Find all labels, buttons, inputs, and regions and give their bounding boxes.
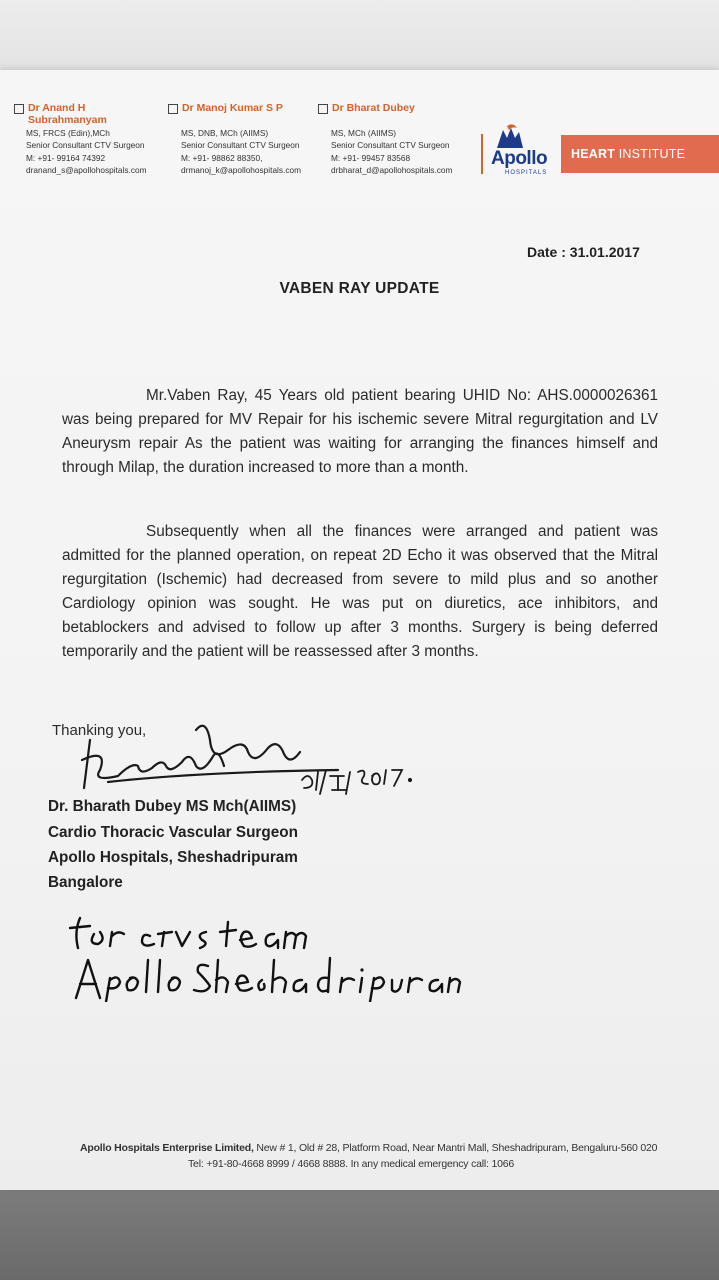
signatory-title: Cardio Thoracic Vascular Surgeon — [48, 824, 298, 841]
footer-address-text: New # 1, Old # 28, Platform Road, Near Mantri Mall, Sheshadripuram, Bengaluru-560 020 — [253, 1142, 658, 1154]
doctor-role: Senior Consultant CTV Surgeon — [26, 140, 145, 151]
doctor-email: drbharat_d@apollohospitals.com — [331, 165, 453, 176]
background-bottom — [0, 1185, 719, 1280]
footer-company: Apollo Hospitals Enterprise Limited, — [80, 1142, 254, 1154]
doctor-email: dranand_s@apollohospitals.com — [26, 165, 147, 176]
letter-date: Date : 31.01.2017 — [527, 244, 640, 260]
body-paragraph-2 — [62, 520, 658, 664]
checkbox-icon — [168, 104, 178, 114]
checkbox-icon — [14, 104, 24, 114]
logo-subtext: HOSPITALS — [505, 170, 548, 176]
handwritten-signature — [78, 710, 438, 800]
body-paragraph-1 — [62, 384, 658, 480]
doctor-phone: M: +91- 99164 74392 — [26, 152, 106, 163]
doctor-block-2 — [168, 102, 318, 176]
institute-rest: INSTITUTE — [615, 147, 686, 161]
signatory-city: Bangalore — [48, 874, 123, 891]
doctor-name: Dr Manoj Kumar S P — [182, 102, 283, 114]
logo-divider — [481, 134, 483, 174]
letter-page — [0, 70, 719, 1190]
background-top — [0, 0, 719, 80]
doctor-qualification: MS, DNB, MCh (AIIMS) — [181, 128, 269, 138]
doctor-role: Senior Consultant CTV Surgeon — [181, 140, 300, 151]
doctor-name: Dr Bharat Dubey — [332, 102, 415, 114]
closing-salutation: Thanking you, — [52, 722, 147, 739]
signatory-name: Dr. Bharath Dubey MS Mch(AIIMS) — [48, 798, 297, 815]
doctor-name-line2: Subrahmanyam — [28, 114, 107, 126]
signatory-hospital: Apollo Hospitals, Sheshadripuram — [48, 849, 298, 866]
doctor-phone: M: +91- 99457 83568 — [331, 152, 411, 163]
doctor-qualification: MS, FRCS (Edin),MCh — [26, 128, 110, 138]
letter-title: VABEN RAY UPDATE — [279, 280, 440, 297]
doctor-block-3 — [318, 102, 468, 176]
footer-address — [80, 1142, 657, 1154]
apollo-emblem-icon — [493, 124, 527, 150]
paragraph-text: Mr.Vaben Ray, 45 Years old patient bearing UHID No: AHS.0000026361 was being prepared for MV Repair for his ischemic severe Mitral regurgitation and LV Aneurysm repair As the patient was waiting for arranging the finances himself and through Milap, the duration increased to more than a month. — [62, 387, 658, 476]
institute-strong: HEART — [571, 147, 616, 161]
apollo-logo — [481, 124, 561, 180]
doctor-phone: M: +91- 98862 88350, — [181, 152, 263, 163]
checkbox-icon — [318, 104, 328, 114]
handwritten-note — [66, 902, 466, 1002]
heart-institute-banner — [561, 135, 719, 173]
paragraph-text: Subsequently when all the finances were arranged and patient was admitted for the planned operation, on repeat 2D Echo it was observed that the Mitral regurgitation (Ischemic) had decreased from severe to mild plus and so another Cardiology opinion was sought. He was put on diuretics, ace inhibitors, and betablockers and advised to follow up after 3 months. Surgery is being deferred temporarily and the patient will be reassessed after 3 months. — [62, 523, 658, 660]
footer-phone: Tel: +91-80-4668 8999 / 4668 8888. In any medical emergency call: 1066 — [188, 1158, 515, 1170]
doctor-name: Dr Anand H — [28, 102, 86, 114]
logo-wordmark: Apollo — [491, 148, 548, 169]
doctor-qualification: MS, MCh (AIIMS) — [331, 128, 396, 138]
doctor-email: drmanoj_k@apollohospitals.com — [181, 165, 302, 176]
doctor-role: Senior Consultant CTV Surgeon — [331, 140, 450, 151]
doctor-block-1 — [14, 102, 174, 176]
